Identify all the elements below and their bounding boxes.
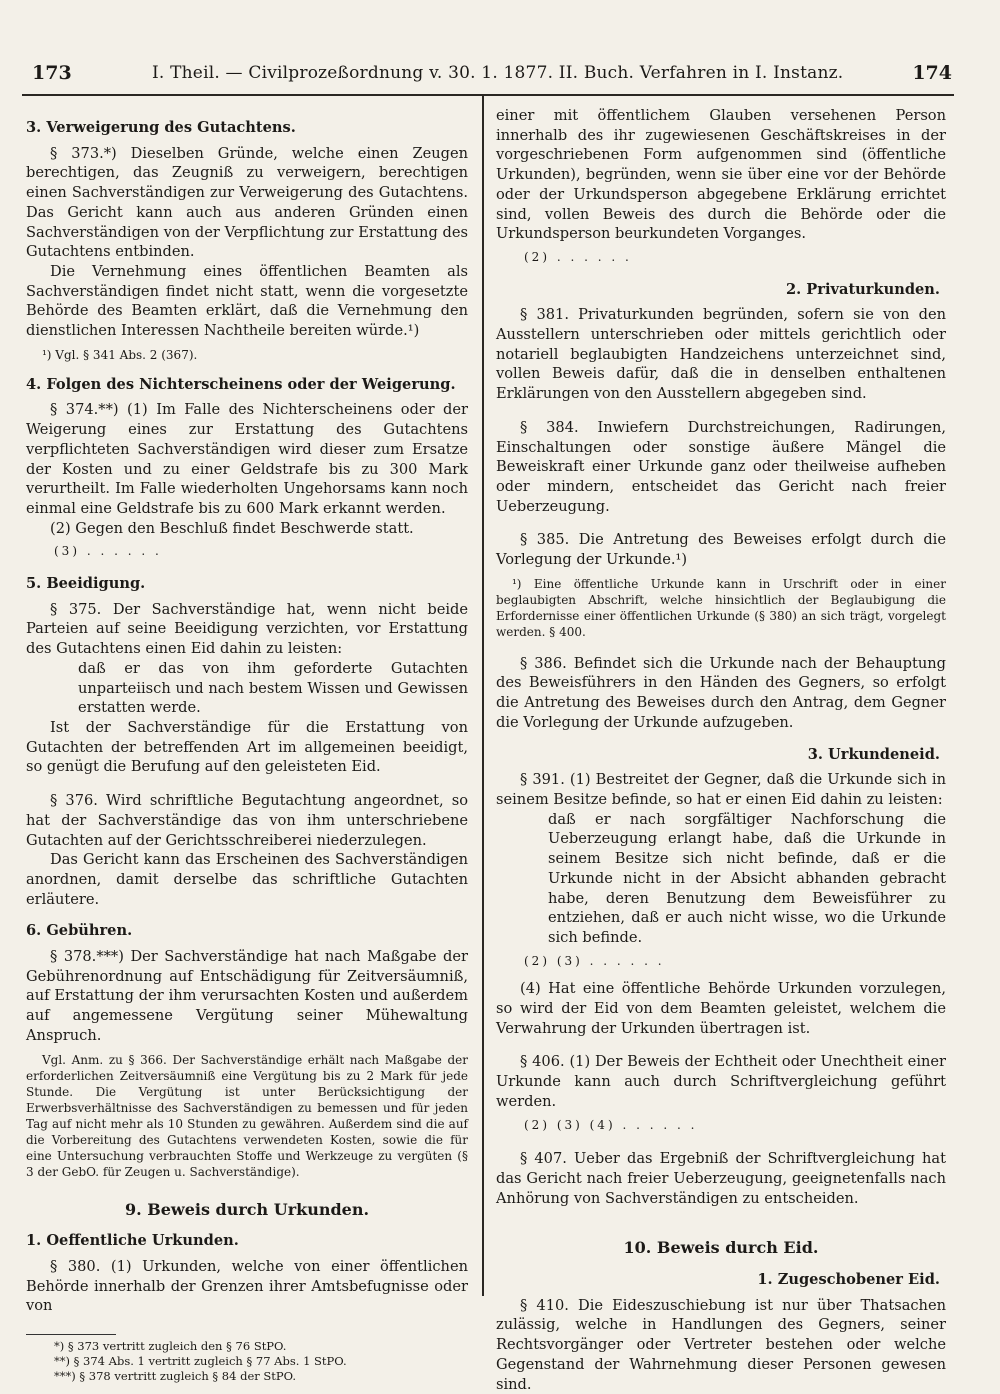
paragraph-376: § 376. Wird schriftliche Begutachtung angeordnet, so hat der Sachverständige das von ihm unterschriebene Gutachten auf der Gerichtsschreiberei niederzulegen.: [26, 792, 468, 849]
paragraph-384: § 384. Inwiefern Durchstreichungen, Radirungen, Einschaltungen oder sonstige äußere Mängel die Beweiskraft einer Urkunde ganz oder theilweise aufheben oder mindern, entscheidet das Gericht nach freier Ueberzeugung.: [496, 418, 946, 515]
column-divider: [482, 96, 484, 1296]
oath-text-375: daß er das von ihm geforderte Gutachten unparteiisch und nach bestem Wissen und Gewissen erstatten werde.: [78, 659, 468, 717]
section-heading: 5. Beeidigung.: [26, 575, 146, 593]
paragraph-380-cont: einer mit öffentlichem Glauben versehenen Person innerhalb des ihr zugewiesenen Geschäftskreises in der vorgeschriebenen Form aufgenommen sind (öffentliche Urkunden), begründen, wenn sie über eine vor der Behörde oder der Urkundsperson abgegebene Erklärung errichtet sind, vollen Beweis des durch die Behörde oder die Urkundsperson beurkundeten Vorganges.: [496, 107, 946, 243]
paragraph-410: § 410. Die Eideszuschiebung ist nur über Thatsachen zulässig, welche in Handlungen des Gegners, seiner Rechtsvorgänger oder Vertreter bestehen oder welche Gegenstand der Wahrnehmung dieser Personen gewesen sind.: [496, 1296, 946, 1393]
paragraph-375: § 375. Der Sachverständige hat, wenn nicht beide Parteien auf seine Beeidigung verzichten, vor Erstattung des Gutachtens einen Eid dahin zu leisten:: [26, 600, 468, 658]
paragraph-378: § 378.***) Der Sachverständige hat nach Maßgabe der Gebührenordnung auf Entschädigung für Zeitversäumniß, auf Erstattung der ihm verursachten Kosten und außerdem auf angemessene Vergütung seiner Mühewaltung Anspruch.: [26, 948, 468, 1044]
paragraph-380: § 380. (1) Urkunden, welche von einer öffentlichen Behörde innerhalb der Grenzen ihrer Amtsbefugnisse oder von: [26, 1257, 468, 1315]
section-heading: 1. Zugeschobener Eid.: [757, 1271, 940, 1289]
paragraph-406: § 406. (1) Der Beweis der Echtheit oder Unechtheit einer Urkunde kann auch durch Schriftvergleichung geführt werden.: [496, 1053, 946, 1110]
section-heading: 1. Oeffentliche Urkunden.: [26, 1232, 239, 1250]
paragraph-374-b: (2) Gegen den Beschluß findet Beschwerde statt.: [50, 519, 414, 537]
footnote-separator: [26, 1334, 116, 1335]
omission-dots: (2) (3) . . . . . .: [524, 953, 665, 968]
section-heading: 6. Gebühren.: [26, 922, 133, 940]
chapter-heading: 9. Beweis durch Urkunden.: [124, 1199, 370, 1219]
chapter-heading: 10. Beweis durch Eid.: [623, 1238, 819, 1258]
paragraph-381: § 381. Privaturkunden begründen, sofern sie von den Ausstellern unterschrieben oder mittels gerichtlich oder notariell beglaubigten Handzeichens unterzeichnet sind, vollen Beweis dafür, daß die in denselben enthaltenen Erklärungen von den Ausstellern abgegeben sind.: [496, 306, 946, 403]
running-title: I. Theil. — Civilprozeßordnung v. 30. 1. 1877. II. Buch. Verfahren in I. Instanz.: [152, 63, 844, 83]
section-heading: 4. Folgen des Nichterscheinens oder der Weigerung.: [26, 375, 456, 393]
right-column: [496, 106, 946, 1394]
omission-dots: (2) (3) (4) . . . . . .: [524, 1117, 698, 1132]
paragraph-391: § 391. (1) Bestreitet der Gegner, daß die Urkunde sich in seinem Besitze befinde, so hat er einen Eid dahin zu leisten:: [496, 771, 946, 808]
paragraph-375-b: Ist der Sachverständige für die Erstattung von Gutachten der betreffenden Art im allgemeinen beeidigt, so genügt die Berufung auf den geleisteten Eid.: [26, 718, 468, 776]
section-heading: 3. Verweigerung des Gutachtens.: [26, 119, 296, 136]
paragraph-376-b: Das Gericht kann das Erscheinen des Sachverständigen anordnen, damit derselbe das schriftliche Gutachten erläutere.: [26, 851, 468, 908]
page-number-right: 174: [912, 62, 952, 84]
footnote-385: ¹) Eine öffentliche Urkunde kann in Urschrift oder in einer beglaubigten Abschrift, welche hinsichtlich der Beglaubigung die Erfordernisse einer öffentlichen Urkunde (§ 380) an sich trägt, vorgelegt werden. § 400.: [496, 576, 946, 639]
section-heading: 2. Privaturkunden.: [785, 280, 940, 298]
paragraph-391-b: (4) Hat eine öffentliche Behörde Urkunden vorzulegen, so wird der Eid von dem Beamten geleistet, welchem die Verwahrung der Urkunden übertragen ist.: [496, 980, 946, 1037]
footnote-373: ¹) Vgl. § 341 Abs. 2 (367).: [42, 347, 198, 362]
footnote-378: Vgl. Anm. zu § 366. Der Sachverständige erhält nach Maßgabe der erforderlichen Zeitversäumniß eine Vergütung bis zu 2 Mark für jede Stunde. Die Vergütung ist unter Berücksichtigung der Erwerbsverhältnisse des Sachverständigen zu bemessen und für jeden Tag auf nicht mehr als 10 Stunden zu gewähren. Außerdem sind die auf die Vorbereitung des Gutachtens verwendeten Kosten, sowie die für eine Untersuchung verbrauchten Stoffe und Werkzeuge zu vergüten (§ 3 der GebO. für Zeugen u. Sachverständige).: [26, 1052, 468, 1179]
paragraph-386: § 386. Befindet sich die Urkunde nach der Behauptung des Beweisführers in den Händen des Gegners, so erfolgt die Antretung des Beweises durch den Antrag, dem Gegner die Vorlegung der Urkunde aufzugeben.: [496, 654, 946, 731]
footnote-triple-star: ***) § 378 vertritt zugleich § 84 der StPO.: [54, 1369, 297, 1384]
footnote-star: *) § 373 vertritt zugleich den § 76 StPO.: [54, 1339, 287, 1354]
paragraph-407: § 407. Ueber das Ergebniß der Schriftvergleichung hat das Gericht nach freier Ueberzeugung, geeignetenfalls nach Anhörung von Sachverständigen zu entscheiden.: [496, 1150, 946, 1207]
paragraph-373: § 373.*) Dieselben Gründe, welche einen Zeugen berechtigen, das Zeugniß zu verweigern, berechtigen einen Sachverständigen zur Verweigerung des Gutachtens. Das Gericht kann auch aus anderen Gründen einen Sachverständigen von der Verpflichtung zur Erstattung des Gutachtens entbinden.: [26, 144, 468, 261]
page-number-left: 173: [32, 62, 72, 84]
footnote-double-star: **) § 374 Abs. 1 vertritt zugleich § 77 Abs. 1 StPO.: [54, 1354, 347, 1369]
left-column: [26, 106, 468, 1384]
omission-dots: (3) . . . . . .: [54, 544, 162, 559]
header-rule: [22, 94, 954, 96]
oath-text-391: daß er nach sorgfältiger Nachforschung die Ueberzeugung erlangt habe, daß die Urkunde in seinem Besitze sich nicht befinde, daß er die Urkunde nicht in der Absicht abhanden gebracht habe, deren Benutzung dem Beweisführer zu entziehen, daß er auch nicht wisse, wo die Urkunde sich befinde.: [548, 810, 946, 946]
paragraph-385: § 385. Die Antretung des Beweises erfolgt durch die Vorlegung der Urkunde.¹): [496, 531, 946, 569]
page-header: [32, 62, 952, 96]
section-heading: 3. Urkundeneid.: [807, 745, 940, 763]
omission-dots: (2) . . . . . .: [524, 249, 632, 264]
paragraph-374: § 374.**) (1) Im Falle des Nichterscheinens oder der Weigerung eines zur Erstattung des Gutachtens verpflichteten Sachverständigen wird dieser zum Ersatze der Kosten und zu einer Geldstrafe bis zu 300 Mark verurtheilt. Im Falle wiederholten Ungehorsams kann noch einmal eine Geldstrafe bis zu 600 Mark erkannt werden.: [26, 401, 468, 517]
paragraph-373-b: Die Vernehmung eines öffentlichen Beamten als Sachverständigen findet nicht statt, wenn die vorgesetzte Behörde des Beamten erklärt, daß die Vernehmung den dienstlichen Interessen Nachtheile bereiten würde.¹): [26, 262, 468, 340]
